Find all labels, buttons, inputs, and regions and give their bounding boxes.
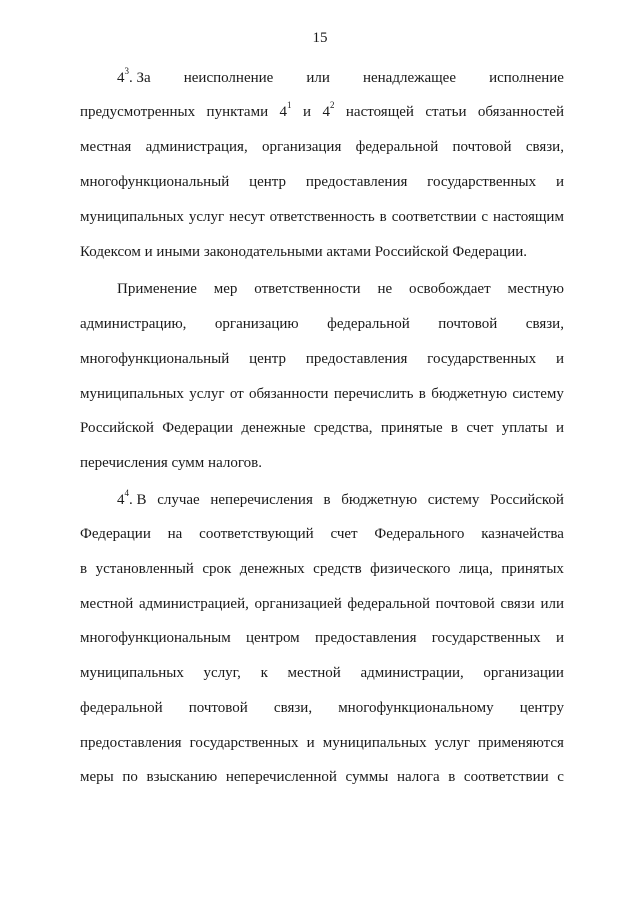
text-line (80, 384, 564, 404)
word: государственных (427, 351, 537, 367)
word: и (555, 630, 564, 646)
word: счет (466, 420, 494, 436)
word: перечислить (333, 386, 414, 402)
word: предоставления (305, 351, 408, 367)
word: налога (396, 769, 440, 785)
word: предоставления (80, 735, 182, 751)
word: обязанности (249, 386, 329, 402)
text-line (80, 628, 564, 648)
word: мер (213, 281, 238, 297)
footnote-superscript: 1 (287, 100, 292, 110)
word: федеральной (355, 139, 439, 155)
word: или (306, 70, 330, 86)
word: $4^4$. В (117, 488, 147, 508)
word: с (481, 209, 489, 225)
word: бюджетную (341, 492, 418, 508)
footnote-superscript: 4 (124, 488, 129, 498)
word: исполнение (489, 70, 564, 86)
word: услуг (434, 735, 470, 751)
word: Кодексом и иными законодательными актами Российской Федерации. (80, 244, 528, 260)
word: не (377, 281, 393, 297)
text-line (80, 733, 564, 753)
word: . В (129, 492, 147, 508)
word: уплаты (501, 420, 548, 436)
word: суммы (345, 769, 389, 785)
word: местную (507, 281, 564, 297)
word: многофункциональный (80, 351, 230, 367)
word: $4^2$ (322, 100, 335, 120)
word: меры (80, 769, 114, 785)
word: в (80, 561, 88, 577)
word: от (229, 386, 244, 402)
text-line (80, 524, 564, 544)
word: местной (80, 596, 134, 612)
word: денежные (241, 420, 306, 436)
word: предусмотренных (80, 104, 196, 120)
text-line (80, 137, 564, 157)
word: государственных (189, 735, 299, 751)
word: казначейства (481, 526, 564, 542)
word: центром (246, 630, 300, 646)
text-line (80, 172, 564, 192)
word: настоящим (493, 209, 564, 225)
word: муниципальных (322, 735, 427, 751)
word: местной (287, 665, 341, 681)
word: Применение (117, 281, 197, 297)
word: в (450, 420, 459, 436)
word: ответственности (254, 281, 361, 297)
word: несут (229, 209, 265, 225)
word: муниципальных (80, 209, 184, 225)
word: систему (512, 386, 564, 402)
text-line (80, 663, 564, 683)
word: и (555, 174, 564, 190)
text-line (80, 349, 564, 369)
word: государственных (427, 174, 537, 190)
word: $4^3$. За (117, 66, 151, 86)
word: центру (519, 700, 564, 716)
word: принятых (501, 561, 564, 577)
word: администрация, (145, 139, 248, 155)
word: на (167, 526, 183, 542)
word: обязанностей (477, 104, 564, 120)
word: и (306, 735, 315, 751)
word: услуг (189, 386, 225, 402)
word: Федерации (162, 420, 234, 436)
word: Федерации (80, 526, 151, 542)
word: услуг (188, 209, 225, 225)
word: Российской (80, 420, 154, 436)
word: администрацией, (138, 596, 249, 612)
text-line (80, 418, 564, 438)
word: связи, (273, 700, 313, 716)
word: принятые (380, 420, 443, 436)
word: многофункциональным (80, 630, 231, 646)
word: организацией (254, 596, 342, 612)
text-line (80, 314, 564, 334)
word: . За (129, 70, 151, 86)
word: почтовой (438, 316, 498, 332)
text-line (117, 279, 564, 299)
word: муниципальных (80, 386, 184, 402)
text-line (117, 68, 564, 88)
text-line (80, 594, 564, 614)
word: случае (157, 492, 200, 508)
word: Российской (490, 492, 564, 508)
word: организация (261, 139, 342, 155)
word: неперечисленной (225, 769, 337, 785)
word: предоставления (314, 630, 417, 646)
word: применяются (478, 735, 564, 751)
text-line (117, 490, 564, 510)
word: администрации, (360, 665, 464, 681)
word: услуг, (203, 665, 241, 681)
word: установленный (95, 561, 194, 577)
word: денежных (239, 561, 305, 577)
word: местная (80, 139, 132, 155)
word: предоставления (305, 174, 408, 190)
word: $4^1$ (279, 100, 292, 120)
word: физического (370, 561, 451, 577)
word: соответствующий (199, 526, 314, 542)
word: ответственность (269, 209, 375, 225)
word: федеральной (80, 700, 163, 716)
text-line (80, 559, 564, 579)
word: неисполнение (183, 70, 274, 86)
text-line (80, 767, 564, 787)
word: бюджетную (431, 386, 508, 402)
word: освобождает (409, 281, 491, 297)
word: и (555, 351, 564, 367)
word: соответствии (391, 209, 477, 225)
text-line (80, 207, 564, 227)
word: в (323, 492, 331, 508)
word: администрацию, (80, 316, 187, 332)
word: связи (500, 596, 535, 612)
word: неперечисления (210, 492, 313, 508)
word: многофункциональному (338, 700, 494, 716)
word: или (540, 596, 564, 612)
word: связи, (525, 139, 564, 155)
page-number: 15 (312, 30, 328, 46)
word: средств (313, 561, 362, 577)
word: почтовой (188, 700, 248, 716)
word: государственных (431, 630, 541, 646)
word: центр (249, 174, 287, 190)
footnote-superscript: 3 (124, 66, 129, 76)
word: взысканию (146, 769, 218, 785)
word: с (557, 769, 564, 785)
word: почтовой (452, 139, 512, 155)
word: федеральной (347, 596, 431, 612)
word: к (260, 665, 268, 681)
word: в (418, 386, 426, 402)
word: и (302, 104, 312, 120)
word: центр (249, 351, 287, 367)
text-line (80, 698, 564, 718)
word: федеральной (327, 316, 410, 332)
text-line (80, 102, 564, 122)
word: в (379, 209, 387, 225)
word: счет (330, 526, 358, 542)
word: статьи (425, 104, 467, 120)
word: средства, (313, 420, 373, 436)
word: ненадлежащее (362, 70, 457, 86)
word: в (448, 769, 456, 785)
word: настоящей (345, 104, 414, 120)
word: многофункциональный (80, 174, 230, 190)
word: организацию (214, 316, 299, 332)
word: систему (427, 492, 480, 508)
word: организации (483, 665, 564, 681)
word: пунктами (206, 104, 269, 120)
word: муниципальных (80, 665, 184, 681)
text-line (80, 453, 564, 473)
word: связи, (525, 316, 564, 332)
word: лица, (458, 561, 493, 577)
word: по (122, 769, 138, 785)
word: соответствии (463, 769, 549, 785)
footnote-superscript: 2 (329, 100, 335, 110)
word: почтовой (435, 596, 495, 612)
word: Федерального (374, 526, 465, 542)
word: срок (202, 561, 232, 577)
word: и (555, 420, 564, 436)
text-line (80, 242, 564, 262)
word: перечисления сумм налогов. (80, 455, 262, 471)
